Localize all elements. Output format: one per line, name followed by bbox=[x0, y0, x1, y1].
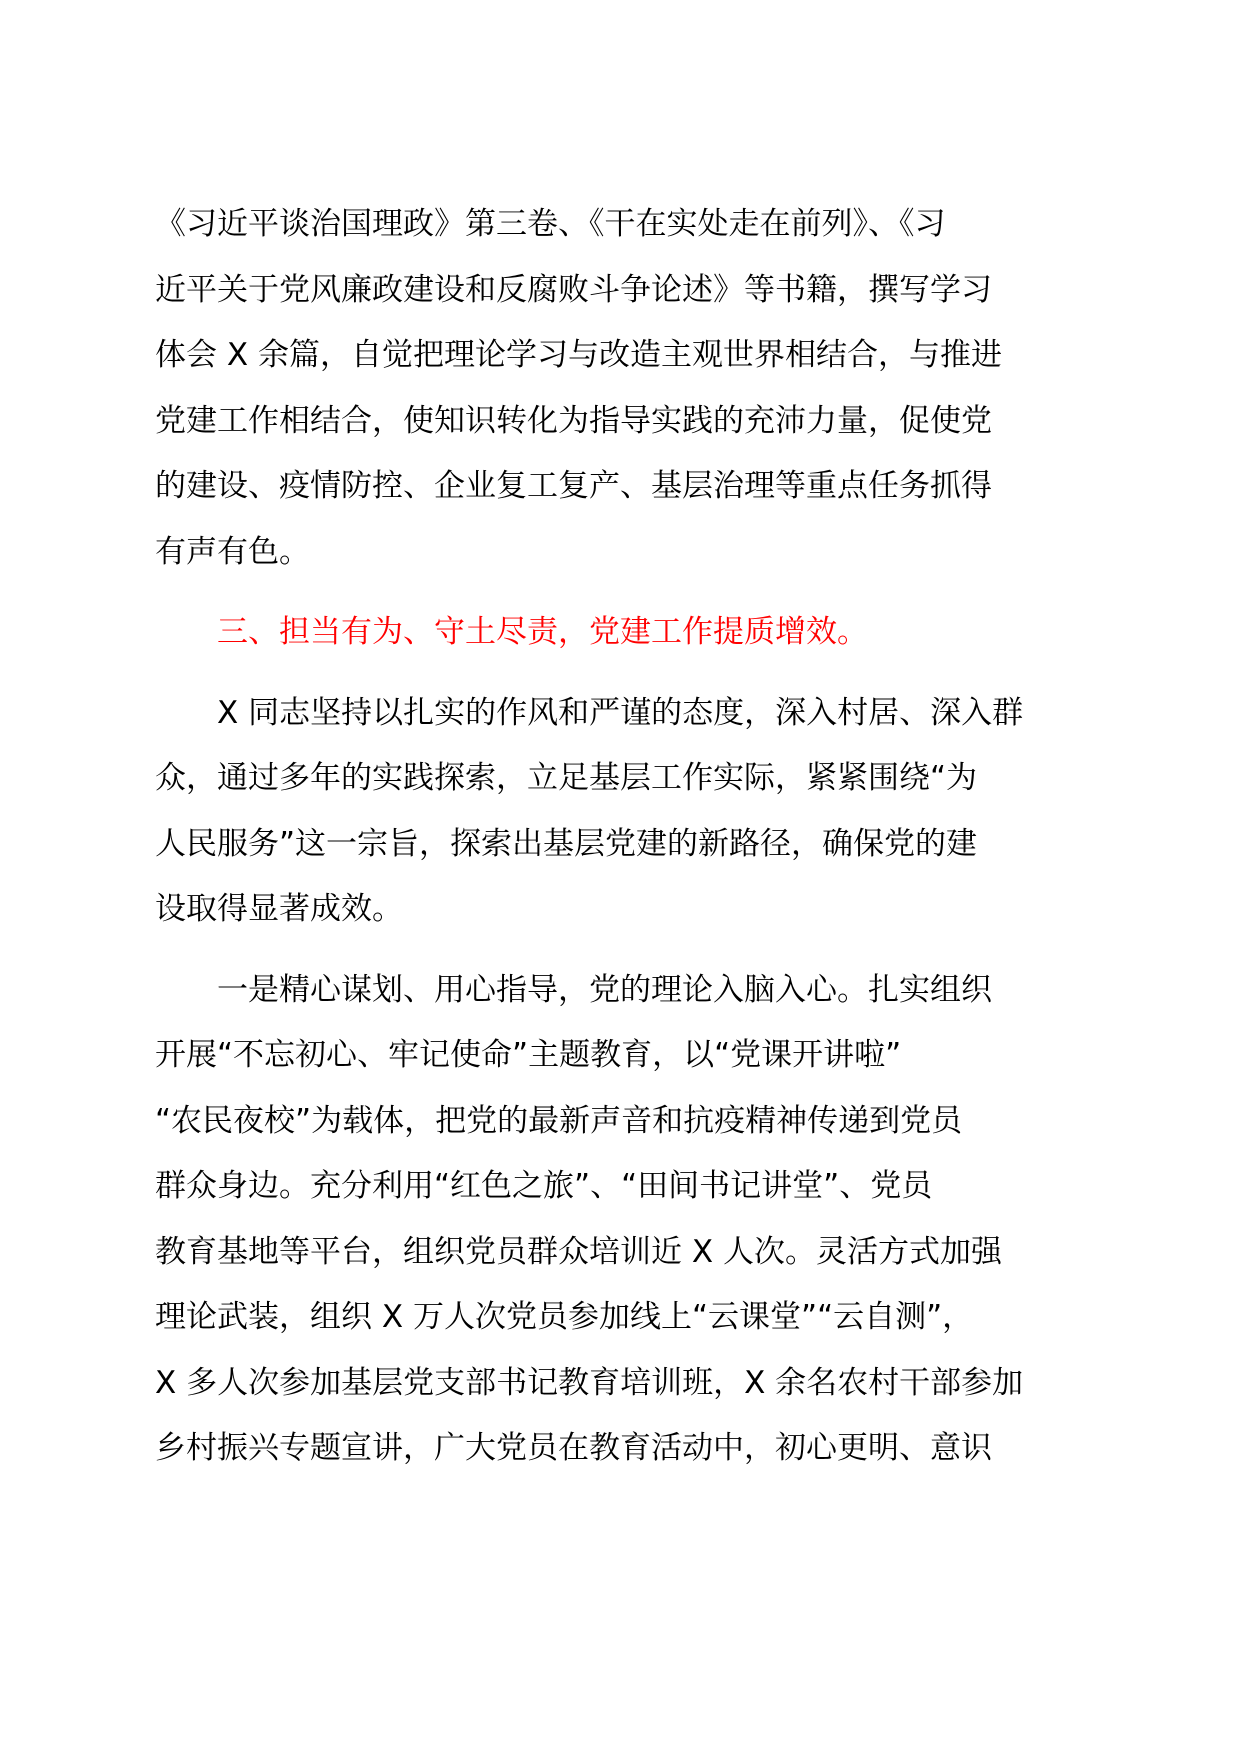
text-line: 党建工作相结合，使知识转化为指导实践的充沛力量，促使党 bbox=[155, 402, 992, 439]
text-line: 有声有色。 bbox=[155, 533, 310, 570]
text-line: 一是精心谋划、用心指导，党的理论入脑入心。扎实组织 bbox=[217, 971, 992, 1008]
text-line: 体会 X 余篇，自觉把理论学习与改造主观世界相结合，与推进 bbox=[155, 337, 1002, 373]
text-line: 设取得显著成效。 bbox=[155, 891, 403, 927]
paragraph-1 bbox=[155, 192, 1090, 585]
text-line: 开展“不忘初心、牢记使命”主题教育，以“党课开讲啦” bbox=[155, 1037, 902, 1073]
heading-line: 三、担当有为、守土尽责，党建工作提质增效。 bbox=[217, 614, 868, 650]
text-line: 乡村振兴专题宣讲，广大党员在教育活动中，初心更明、意识 bbox=[155, 1430, 992, 1466]
text-line: 的建设、疫情防控、企业复工复产、基层治理等重点任务抓得 bbox=[155, 468, 992, 504]
text-line: 《习近平谈治国理政》第三卷、《干在实处走在前列》、《习 bbox=[155, 206, 946, 242]
section-heading bbox=[155, 600, 1090, 666]
text-line: “农民夜校”为载体，把党的最新声音和抗疫精神传递到党员 bbox=[155, 1102, 963, 1139]
text-line: 理论武装，组织 X 万人次党员参加线上“云课堂”“云自测”， bbox=[155, 1299, 974, 1335]
text-line: 近平关于党风廉政建设和反腐败斗争论述》等书籍，撰写学习 bbox=[155, 271, 992, 308]
text-line: 人民服务”这一宗旨，探索出基层党建的新路径，确保党的建 bbox=[155, 825, 978, 862]
text-line: 教育基地等平台，组织党员群众培训近 X 人次。灵活方式加强 bbox=[155, 1233, 1002, 1270]
text-line: 群众身边。充分利用“红色之旅”、“田间书记讲堂”、党员 bbox=[155, 1168, 933, 1204]
paragraph-3 bbox=[155, 958, 1090, 1482]
text-line: 众，通过多年的实践探索，立足基层工作实际，紧紧围绕“为 bbox=[155, 760, 978, 796]
paragraph-2 bbox=[155, 681, 1090, 943]
text-line: X 多人次参加基层党支部书记教育培训班，X 余名农村干部参加 bbox=[155, 1364, 1024, 1401]
text-line: X 同志坚持以扎实的作风和严谨的态度，深入村居、深入群 bbox=[217, 694, 1024, 731]
document-page bbox=[155, 192, 1090, 1482]
